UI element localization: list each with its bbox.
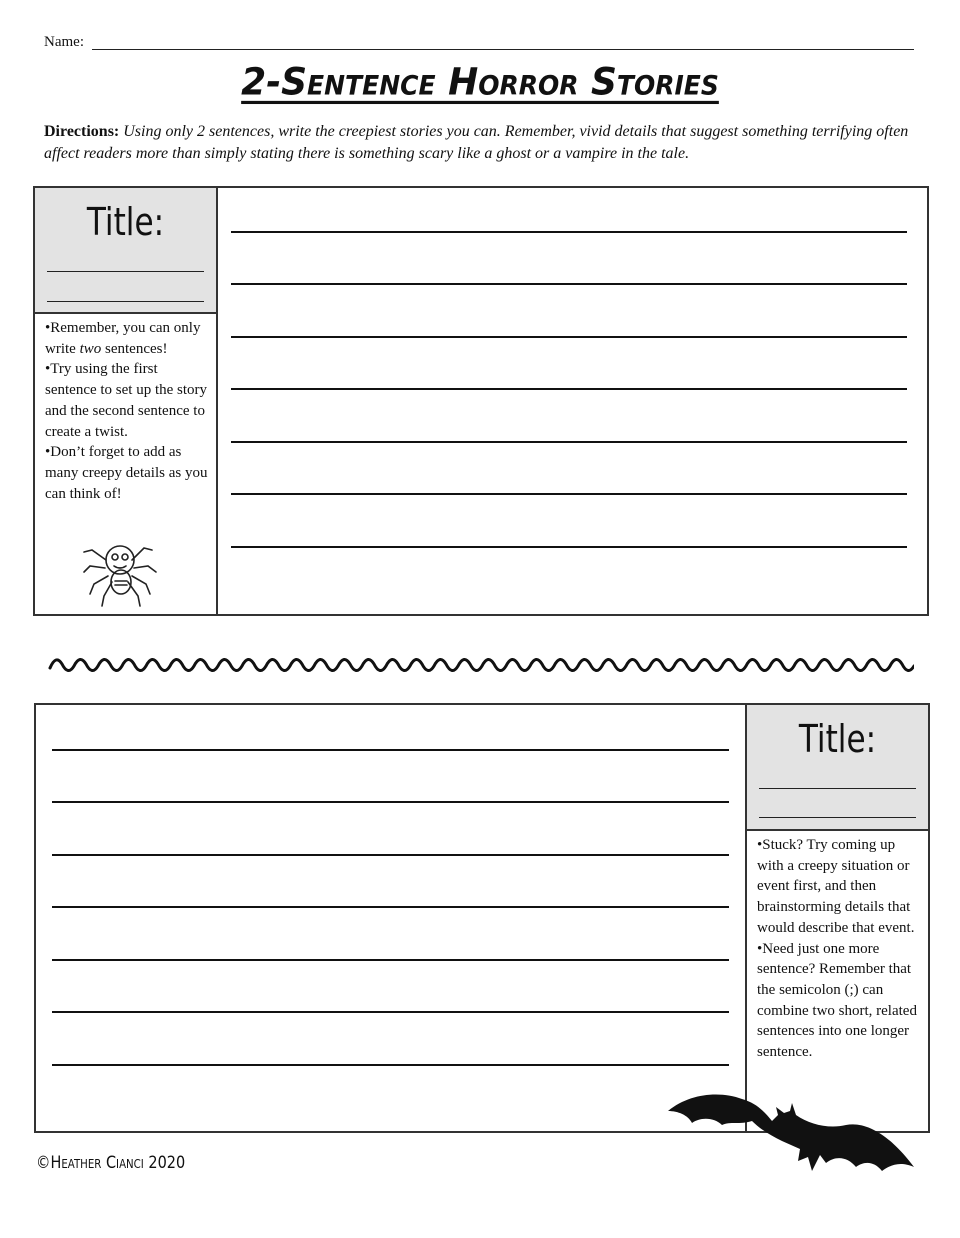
tip-item: •Need just one more sentence? Remember that the semicolon (;) can combine two short, related sentences into one longer sentence. bbox=[757, 940, 917, 1061]
story-2-title-cell bbox=[747, 705, 928, 831]
story-2-title-line[interactable] bbox=[759, 817, 916, 818]
story-2-title-line[interactable] bbox=[759, 788, 916, 789]
writing-line[interactable] bbox=[231, 546, 907, 548]
writing-line[interactable] bbox=[52, 906, 729, 908]
story-1-title-line[interactable] bbox=[47, 301, 204, 302]
name-row bbox=[44, 34, 914, 54]
spider-icon bbox=[80, 538, 160, 613]
directions-label: Directions bbox=[44, 123, 114, 140]
tip-item: •Remember, you can only write two sentences! bbox=[45, 320, 201, 357]
story-box-2 bbox=[34, 703, 930, 1133]
tip-item: •Try using the first sentence to set up the story and the second sentence to create a twist. bbox=[45, 361, 208, 440]
story-1-tips bbox=[45, 318, 210, 504]
writing-line[interactable] bbox=[52, 854, 729, 856]
bat-icon bbox=[660, 1085, 922, 1175]
name-field[interactable] bbox=[92, 49, 914, 50]
directions: Directions: Using only 2 sentences, write the creepiest stories you can. Remember, vivid details that suggest something terrifying often affect readers more than simply stating there is something scary like a ghost or a vampire in the tale. bbox=[44, 123, 909, 162]
tip-item: •Don’t forget to add as many creepy details as you can think of! bbox=[45, 444, 208, 502]
story-1-title-label: Title: bbox=[86, 200, 165, 244]
writing-line[interactable] bbox=[231, 283, 907, 285]
copyright: ©Heather Cianci 2020 bbox=[36, 1153, 186, 1173]
writing-line[interactable] bbox=[52, 749, 729, 751]
writing-line[interactable] bbox=[52, 959, 729, 961]
writing-line[interactable] bbox=[231, 388, 907, 390]
wave-divider bbox=[48, 650, 914, 680]
name-label: Name: bbox=[44, 34, 84, 50]
page-title: 2-Sentence Horror Stories bbox=[241, 60, 719, 105]
writing-line[interactable] bbox=[231, 336, 907, 338]
directions-text: Using only 2 sentences, write the creepiest stories you can. Remember, vivid details that suggest something terrifying often affect readers more than simply stating there is something scary like a ghost or a vampire in the tale. bbox=[44, 123, 909, 162]
story-1-title-line[interactable] bbox=[47, 271, 204, 272]
story-2-title-label: Title: bbox=[798, 717, 877, 761]
writing-line[interactable] bbox=[231, 441, 907, 443]
story-2-tips bbox=[757, 835, 922, 1063]
story-1-title-cell bbox=[35, 188, 216, 314]
story-2-sidebar bbox=[745, 705, 928, 1131]
writing-line[interactable] bbox=[52, 801, 729, 803]
writing-line[interactable] bbox=[231, 493, 907, 495]
writing-line[interactable] bbox=[52, 1011, 729, 1013]
writing-line[interactable] bbox=[52, 1064, 729, 1066]
story-box-1 bbox=[33, 186, 929, 616]
tip-item: •Stuck? Try coming up with a creepy situation or event first, and then brainstorming details that would describe that event. bbox=[757, 837, 915, 936]
writing-line[interactable] bbox=[231, 231, 907, 233]
